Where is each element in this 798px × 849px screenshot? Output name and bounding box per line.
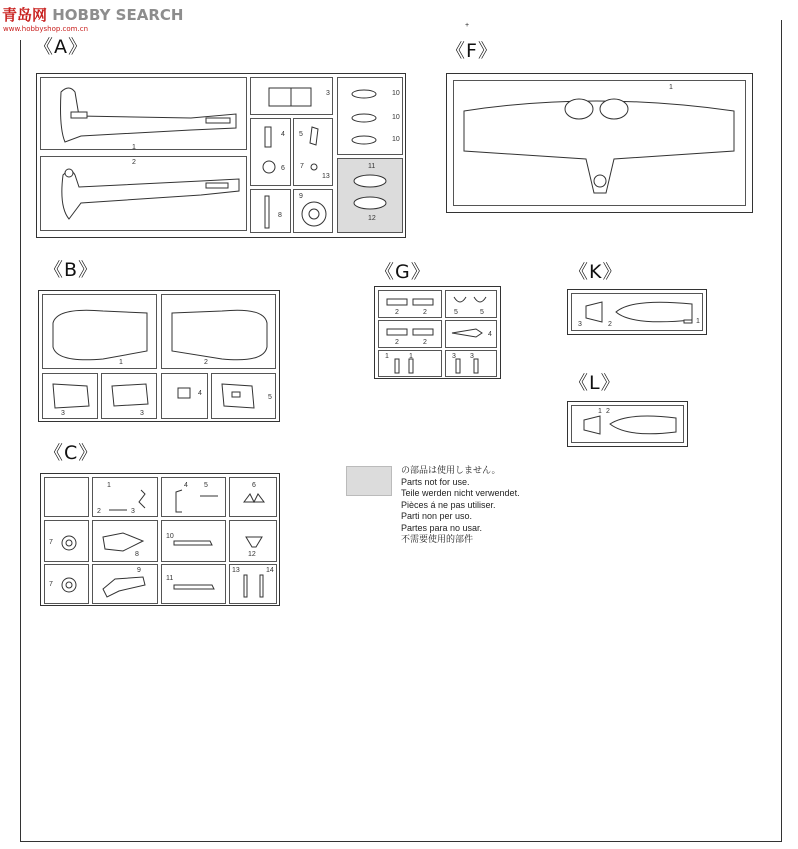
sheet-a-num-13: 13 (322, 173, 330, 180)
sheet-c-part-8-cell (92, 520, 158, 562)
watermark-url: www.hobbyshop.com.cn (3, 25, 89, 33)
sheet-g-num-2b: 2 (423, 309, 427, 316)
parts-11-12-shapes (338, 159, 404, 234)
sheet-g-num-5b: 5 (480, 309, 484, 316)
sheet-c-parts-4-5-shapes (162, 478, 227, 518)
sheet-l-num-1: 1 (598, 408, 602, 415)
sheet-b-part-5-cell (211, 373, 276, 419)
parts-4-6-shape (251, 119, 292, 187)
sheet-a-parts-11-12-cell-unused (337, 158, 403, 233)
sheet-c-num-4: 4 (184, 482, 188, 489)
sheet-b-part-3b-shape (102, 374, 158, 420)
sheet-c-num-7b: 7 (49, 581, 53, 588)
sheet-c-part-10-shape (162, 521, 227, 563)
sheet-c-num-5: 5 (204, 482, 208, 489)
sheet-g-num-2c: 2 (395, 339, 399, 346)
sheet-g-cell-1 (378, 290, 442, 318)
sheet-c-part-9-cell (92, 564, 158, 604)
sheet-g-num-3b: 3 (470, 353, 474, 360)
sheet-k-runner (567, 289, 707, 335)
sheet-c-parts-13-14-cell (229, 564, 277, 604)
sheet-c-num-12: 12 (248, 551, 256, 558)
sheet-b-part-3a-cell (42, 373, 98, 419)
sheet-g-num-2d: 2 (423, 339, 427, 346)
sheet-a-parts-5-7-cell (293, 118, 333, 186)
legend-line-it: Parti non per uso. (401, 511, 473, 521)
sheet-c-part-11-cell (161, 564, 226, 604)
sheet-b-part-3a-shape (43, 374, 99, 420)
sheet-b-num-1: 1 (119, 359, 123, 366)
sheet-g-cell-3 (378, 320, 442, 348)
sheet-a-parts-10-cell (337, 77, 403, 155)
sheet-c-num-3: 3 (131, 508, 135, 515)
sheet-a-runner (36, 73, 406, 238)
sheet-f-runner (446, 73, 753, 213)
sheet-c-num-14: 14 (266, 567, 274, 574)
sheet-c-part-12-cell (229, 520, 277, 562)
sheet-b-num-3a: 3 (61, 410, 65, 417)
registration-mark: + (465, 22, 470, 29)
sheet-a-parts-4-6-cell (250, 118, 291, 186)
part-3-shape (251, 78, 334, 116)
sheet-a-fuselage-right-cell (40, 156, 247, 231)
sheet-g-num-3a: 3 (452, 353, 456, 360)
sheet-a-num-11: 11 (368, 163, 376, 170)
sheet-b-part-1-cell (42, 294, 157, 369)
sheet-g-num-2a: 2 (395, 309, 399, 316)
sheet-l-canopy-parts (572, 406, 685, 444)
sheet-a-num-6: 6 (281, 165, 285, 172)
sheet-b-part-1-wing (43, 295, 158, 370)
sheet-g-label: 《G》 (375, 261, 431, 283)
sheet-a-num-9: 9 (299, 193, 303, 200)
sheet-a-num-12: 12 (368, 215, 376, 222)
sheet-a-num-3: 3 (326, 90, 330, 97)
sheet-g-cell-2 (445, 290, 497, 318)
sheet-c-parts-1-3-shapes (93, 478, 159, 518)
watermark-brand-en: HOBBY SEARCH (52, 6, 184, 24)
sheet-b-part-2-wing (162, 295, 277, 370)
frame-left-line (20, 40, 21, 842)
legend-swatch (346, 466, 392, 496)
sheet-f-num-1: 1 (669, 84, 673, 91)
sheet-b-part-2-cell (161, 294, 276, 369)
sheet-g-num-1a: 1 (385, 353, 389, 360)
legend-text-block (401, 465, 520, 546)
frame-right-line (781, 20, 782, 842)
sheet-c-part-8-shape (93, 521, 159, 563)
sheet-a-num-4: 4 (281, 131, 285, 138)
sheet-a-num-8: 8 (278, 212, 282, 219)
sheet-g-cell-4 (445, 320, 497, 348)
sheet-g-num-1b: 1 (409, 353, 413, 360)
legend-line-ja: の部品は使用しません。 (401, 465, 501, 475)
sheet-k-canopy-parts (572, 294, 704, 332)
sheet-a-fuselage-left-cell (40, 77, 247, 150)
sheet-b-part-3b-cell (101, 373, 157, 419)
sheet-c-runner (40, 473, 280, 606)
sheet-c-part-7b-cell (44, 564, 89, 604)
sheet-g-cell-5 (378, 350, 442, 377)
legend-line-zh: 不需要使用的部件 (401, 534, 474, 544)
sheet-b-part-4-shape (162, 374, 209, 420)
sheet-a-num-1: 1 (132, 144, 136, 151)
sheet-g-cell-6 (445, 350, 497, 377)
sheet-c-part-7a-cell (44, 520, 89, 562)
watermark-brand-cn: 青岛网 (2, 6, 48, 24)
sheet-k-label: 《K》 (569, 261, 623, 283)
sheet-b-num-5: 5 (268, 394, 272, 401)
sheet-c-parts-4-5-cell (161, 477, 226, 517)
sheet-k-num-2: 2 (608, 321, 612, 328)
legend-line-de: Teile werden nicht verwendet. (401, 488, 520, 498)
sheet-l-num-2: 2 (606, 408, 610, 415)
sheet-f-lower-wing-part (454, 81, 747, 207)
sheet-b-label: 《B》 (44, 259, 99, 281)
sheet-b-runner (38, 290, 280, 422)
sheet-c-num-6: 6 (252, 482, 256, 489)
sheet-c-part-6-cell (229, 477, 277, 517)
sheet-g-exhaust-parts-b (379, 321, 443, 349)
sheet-a-num-10a: 10 (392, 90, 400, 97)
legend-line-es: Partes para no usar. (401, 522, 483, 533)
sheet-l-canopy-cell (571, 405, 684, 443)
fuselage-left-part (41, 78, 248, 151)
sheet-c-part-10-cell (161, 520, 226, 562)
sheet-a-part-3-cell (250, 77, 333, 115)
sheet-c-num-11: 11 (166, 575, 174, 582)
sheet-f-label: 《F》 (446, 40, 498, 62)
sheet-a-label: 《A》 (34, 36, 88, 58)
sheet-a-num-7: 7 (300, 163, 304, 170)
sheet-k-num-3: 3 (578, 321, 582, 328)
sheet-c-num-9: 9 (137, 567, 141, 574)
sheet-c-part-9-shape (93, 565, 159, 605)
sheet-c-num-13: 13 (232, 567, 240, 574)
sheet-k-canopy-cell (571, 293, 703, 331)
legend-line-en: Parts not for use. (401, 476, 470, 487)
sheet-a-num-10b: 10 (392, 114, 400, 121)
sheet-g-num-5a: 5 (454, 309, 458, 316)
sheet-b-part-4-cell (161, 373, 208, 419)
sheet-b-num-4: 4 (198, 390, 202, 397)
sheet-k-num-1: 1 (696, 318, 700, 325)
sheet-a-num-2: 2 (132, 159, 136, 166)
watermark-logo (2, 4, 183, 25)
sheet-a-num-10c: 10 (392, 136, 400, 143)
sheet-l-runner (567, 401, 688, 447)
sheet-g-exhaust-parts-a (379, 291, 443, 319)
sheet-c-num-1: 1 (107, 482, 111, 489)
sheet-c-num-10: 10 (166, 533, 174, 540)
sheet-c-label: 《C》 (44, 442, 99, 464)
sheet-c-parts-1-3-cell (92, 477, 158, 517)
sheet-l-label: 《L》 (569, 372, 621, 394)
sheet-c-num-8: 8 (135, 551, 139, 558)
sheet-f-wing-cell (453, 80, 746, 206)
sheet-a-part-8-cell (250, 189, 291, 233)
frame-bottom-line (20, 841, 782, 842)
sheet-g-runner (374, 286, 501, 379)
sheet-a-num-5: 5 (299, 131, 303, 138)
legend-line-fr: Pièces á ne pas utiliser. (401, 499, 496, 510)
part-8-shape (251, 190, 292, 234)
sheet-b-num-3b: 3 (140, 410, 144, 417)
sheet-c-empty-cell (44, 477, 89, 517)
sheet-c-num-7a: 7 (49, 539, 53, 546)
sheet-g-num-4: 4 (488, 331, 492, 338)
sheet-c-num-2: 2 (97, 508, 101, 515)
fuselage-right-part (41, 157, 248, 232)
sheet-c-part-11-shape (162, 565, 227, 605)
sheet-b-num-2: 2 (204, 359, 208, 366)
sheet-a-part-9-cell (293, 189, 333, 233)
